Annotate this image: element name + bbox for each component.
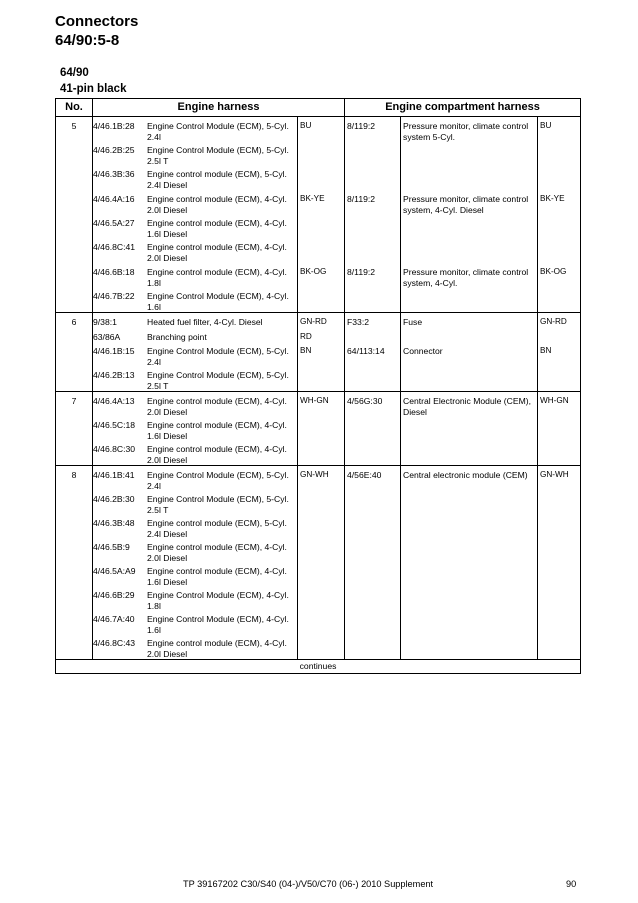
connection-item — [93, 291, 297, 312]
engine-connection-description: Engine Control Module (ECM), 5-Cyl. 2.4l — [147, 121, 289, 142]
engine-connection-code: 4/46.1B:15 — [93, 346, 135, 356]
engine-connection-code: 4/46.8C:30 — [93, 444, 136, 454]
compartment-wire-color: BN — [538, 342, 581, 392]
table-row — [56, 342, 581, 392]
engine-connection-code: 4/46.7A:40 — [93, 614, 135, 624]
engine-connection-description: Engine Control Module (ECM), 4-Cyl. 1.6l — [147, 291, 289, 312]
engine-connection-description: Heated fuel filter, 4-Cyl. Diesel — [147, 317, 263, 327]
compartment-wire-color: BK-OG — [538, 263, 581, 313]
compartment-connection-description — [401, 328, 538, 343]
engine-connection-code: 4/46.1B:28 — [93, 121, 135, 131]
continues-row — [56, 660, 581, 674]
connection-item — [93, 420, 297, 441]
compartment-connection-code: F33:2 — [345, 313, 401, 328]
engine-wire-color: BK-YE — [298, 190, 345, 263]
connection-item — [93, 444, 297, 465]
connection-item — [93, 194, 297, 215]
engine-connection-code: 4/46.4A:16 — [93, 194, 135, 204]
compartment-wire-color — [538, 328, 581, 343]
engine-connection-code: 9/38:1 — [93, 317, 117, 327]
engine-connection-description: Engine control module (ECM), 4-Cyl. 1.6l Diesel — [147, 420, 287, 441]
compartment-connection-code — [345, 328, 401, 343]
compartment-connection-code: 8/119:2 — [345, 263, 401, 313]
engine-connection-code: 4/46.5A:A9 — [93, 566, 136, 576]
pin-number — [56, 342, 93, 392]
connector-description: 41-pin black — [60, 83, 127, 95]
engine-connection-description: Engine control module (ECM), 4-Cyl. 2.0l Diesel — [147, 242, 287, 263]
engine-harness-connections — [93, 190, 298, 263]
engine-harness-connections — [93, 328, 298, 343]
table-row — [56, 190, 581, 263]
connection-item — [93, 396, 297, 417]
engine-connection-code: 4/46.6B:29 — [93, 590, 135, 600]
engine-connection-code: 4/46.2B:30 — [93, 494, 135, 504]
connection-item — [93, 614, 297, 635]
engine-wire-color: BK-OG — [298, 263, 345, 313]
connection-item — [93, 121, 297, 142]
engine-connection-description: Engine control module (ECM), 4-Cyl. 1.8l — [147, 267, 287, 288]
engine-connection-description: Engine Control Module (ECM), 5-Cyl. 2.4l — [147, 470, 289, 491]
engine-connection-code: 4/46.3B:36 — [93, 169, 135, 179]
compartment-wire-color: BK-YE — [538, 190, 581, 263]
engine-connection-code: 4/46.5B:9 — [93, 542, 130, 552]
engine-harness-connections — [93, 342, 298, 392]
connection-item — [93, 566, 297, 587]
engine-connection-code: 4/46.8C:43 — [93, 638, 136, 648]
engine-connection-description: Engine Control Module (ECM), 4-Cyl. 1.6l — [147, 614, 289, 635]
engine-harness-connections — [93, 466, 298, 660]
compartment-connection-description: Central electronic module (CEM) — [401, 466, 538, 660]
pin-number — [56, 263, 93, 313]
connection-item — [93, 638, 297, 659]
compartment-wire-color: GN-RD — [538, 313, 581, 328]
engine-connection-description: Engine control module (ECM), 4-Cyl. 1.6l Diesel — [147, 566, 287, 587]
compartment-wire-color: BU — [538, 117, 581, 191]
engine-connection-description: Engine Control Module (ECM), 5-Cyl. 2.5l T — [147, 494, 289, 515]
connection-item — [93, 317, 297, 328]
header-engine-harness: Engine harness — [93, 99, 345, 117]
engine-wire-color: WH-GN — [298, 392, 345, 466]
connector-id: 64/90 — [60, 67, 89, 79]
engine-harness-connections — [93, 313, 298, 328]
connection-item — [93, 346, 297, 367]
compartment-connection-code: 8/119:2 — [345, 190, 401, 263]
compartment-connection-description: Pressure monitor, climate control system 5-Cyl. — [401, 117, 538, 191]
connection-item — [93, 332, 297, 343]
engine-connection-description: Engine Control Module (ECM), 5-Cyl. 2.5l T — [147, 145, 289, 166]
table-row — [56, 392, 581, 466]
header-no: No. — [56, 99, 93, 117]
connection-item — [93, 242, 297, 263]
engine-connection-description: Engine control module (ECM), 5-Cyl. 2.4l Diesel — [147, 518, 287, 539]
engine-wire-color: BN — [298, 342, 345, 392]
engine-connection-description: Engine control module (ECM), 4-Cyl. 2.0l Diesel — [147, 542, 287, 563]
connection-item — [93, 518, 297, 539]
compartment-connection-code: 4/56E:40 — [345, 466, 401, 660]
connection-item — [93, 370, 297, 391]
engine-connection-code: 4/46.5C:18 — [93, 420, 136, 430]
engine-wire-color: GN-RD — [298, 313, 345, 328]
connection-item — [93, 145, 297, 166]
engine-harness-connections — [93, 117, 298, 191]
footer-document-reference: TP 39167202 C30/S40 (04-)/V50/C70 (06-) 2010 Supplement — [183, 879, 434, 889]
page-title: Connectors — [55, 13, 139, 30]
engine-connection-description: Branching point — [147, 331, 207, 342]
engine-connection-description: Engine control module (ECM), 4-Cyl. 2.0l Diesel — [147, 444, 287, 465]
engine-harness-connections — [93, 392, 298, 466]
engine-connection-code: 4/46.2B:13 — [93, 370, 135, 380]
pin-number — [56, 328, 93, 343]
compartment-wire-color: WH-GN — [538, 392, 581, 466]
engine-wire-color: GN-WH — [298, 466, 345, 660]
table-row — [56, 313, 581, 328]
connection-item — [93, 169, 297, 190]
engine-connection-code: 4/46.1B:41 — [93, 470, 135, 480]
engine-connection-description: Engine control module (ECM), 5-Cyl. 2.4l Diesel — [147, 169, 287, 190]
engine-connection-description: Engine control module (ECM), 4-Cyl. 2.0l Diesel — [147, 396, 287, 417]
pinout-table — [55, 98, 581, 674]
engine-connection-code: 4/46.4A:13 — [93, 396, 135, 406]
table-row — [56, 263, 581, 313]
compartment-connection-description: Central Electronic Module (CEM), Diesel — [401, 392, 538, 466]
table-header-row — [56, 99, 581, 117]
connection-item — [93, 494, 297, 515]
connection-item — [93, 590, 297, 611]
compartment-connection-description: Pressure monitor, climate control system, 4-Cyl. Diesel — [401, 190, 538, 263]
connection-item — [93, 470, 297, 491]
engine-connection-code: 4/46.6B:18 — [93, 267, 135, 277]
engine-connection-description: Engine control module (ECM), 4-Cyl. 2.0l Diesel — [147, 194, 287, 215]
compartment-connection-description: Connector — [401, 342, 538, 392]
engine-connection-code: 4/46.7B:22 — [93, 291, 135, 301]
connection-item — [93, 542, 297, 563]
compartment-connection-code: 64/113:14 — [345, 342, 401, 392]
pin-number: 5 — [56, 117, 93, 191]
engine-wire-color: RD — [298, 328, 345, 343]
table-row — [56, 117, 581, 191]
pin-number — [56, 190, 93, 263]
connection-item — [93, 218, 297, 239]
compartment-connection-code: 8/119:2 — [345, 117, 401, 191]
engine-wire-color: BU — [298, 117, 345, 191]
compartment-connection-description: Fuse — [401, 313, 538, 328]
compartment-connection-description: Pressure monitor, climate control system, 4-Cyl. — [401, 263, 538, 313]
engine-connection-code: 4/46.3B:48 — [93, 518, 135, 528]
compartment-connection-code: 4/56G:30 — [345, 392, 401, 466]
engine-connection-code: 63/86A — [93, 331, 121, 342]
pin-number: 8 — [56, 466, 93, 660]
engine-connection-description: Engine Control Module (ECM), 5-Cyl. 2.5l T — [147, 370, 289, 391]
table-row — [56, 328, 581, 343]
page-number: 90 — [566, 879, 577, 889]
connection-item — [93, 267, 297, 288]
engine-connection-code: 4/46.2B:25 — [93, 145, 135, 155]
header-engine-compartment-harness: Engine compartment harness — [345, 99, 581, 117]
engine-connection-code: 4/46.8C:41 — [93, 242, 136, 252]
table-row — [56, 466, 581, 660]
engine-connection-description: Engine Control Module (ECM), 4-Cyl. 1.8l — [147, 590, 289, 611]
engine-connection-description: Engine control module (ECM), 4-Cyl. 1.6l Diesel — [147, 218, 287, 239]
pin-number: 6 — [56, 313, 93, 328]
connector-section-number: 64/90:5-8 — [55, 32, 120, 49]
engine-connection-description: Engine control module (ECM), 4-Cyl. 2.0l Diesel — [147, 638, 287, 659]
engine-connection-code: 4/46.5A:27 — [93, 218, 135, 228]
engine-harness-connections — [93, 263, 298, 313]
continues-label: continues — [56, 660, 581, 674]
compartment-wire-color: GN-WH — [538, 466, 581, 660]
engine-connection-description: Engine Control Module (ECM), 5-Cyl. 2.4l — [147, 346, 289, 367]
pin-number: 7 — [56, 392, 93, 466]
